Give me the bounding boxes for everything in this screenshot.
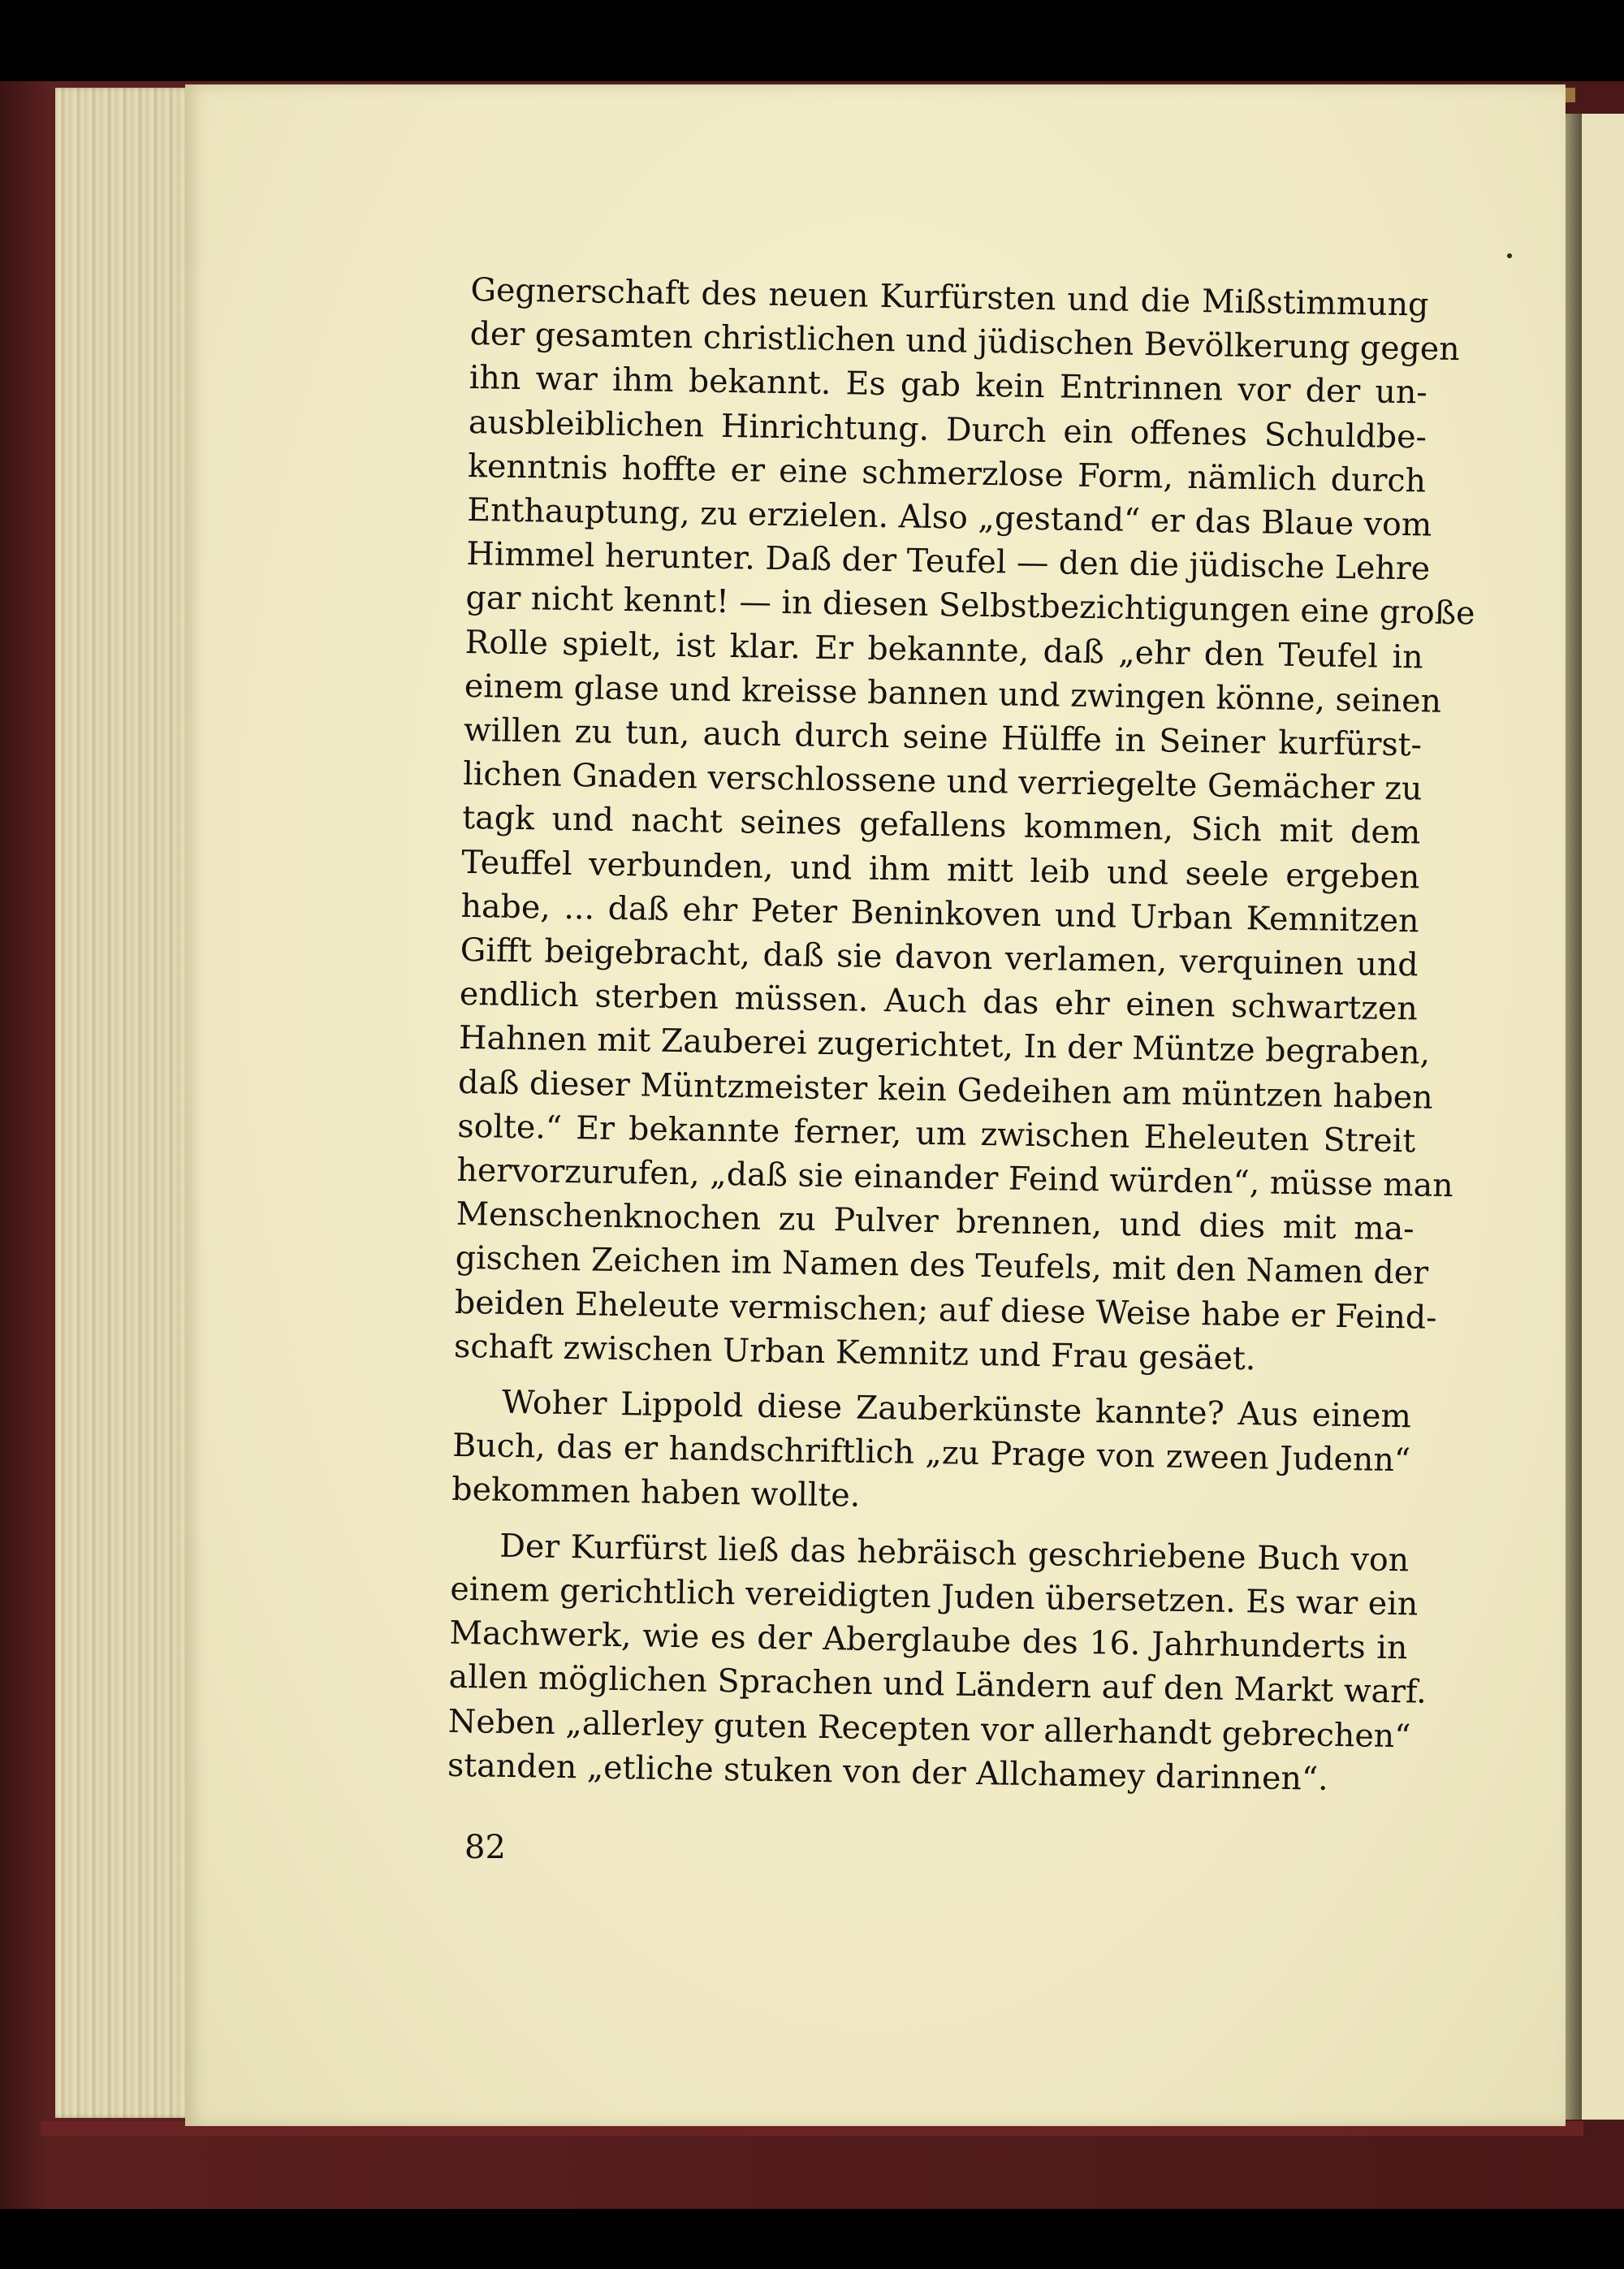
text-line: der gesamten christlichen und jüdischen Bevölkerung gegen bbox=[469, 315, 1460, 369]
text-line: Neben „allerley guten Recepten vor allerhandt gebrechen“ bbox=[447, 1702, 1411, 1755]
facing-page-edge bbox=[1582, 114, 1624, 2120]
text-line: Teuffel verbunden, und ihm mitt leib und seele ergeben bbox=[461, 843, 1420, 897]
text-line: gischen Zeichen im Namen des Teufels, mit den Namen der bbox=[455, 1239, 1429, 1293]
text-line: daß dieser Müntzmeister kein Gedeihen am müntzen haben bbox=[457, 1063, 1434, 1117]
text-line: Rolle spielt, ist klar. Er bekannte, daß „ehr den Teufel in bbox=[464, 623, 1423, 676]
body-text bbox=[447, 268, 1475, 1802]
text-line: Der Kurfürst ließ das hebräisch geschriebene Buch von bbox=[499, 1527, 1410, 1580]
text-line: Woher Lippold diese Zauberkünste kannte? Aus einem bbox=[501, 1383, 1412, 1436]
text-line: standen „etliche stuken von der Allchamey darinnen“. bbox=[447, 1746, 1329, 1798]
text-line: Buch, das er handschriftlich „zu Prage von zween Judenn“ bbox=[451, 1427, 1411, 1480]
paper-speck bbox=[1507, 253, 1512, 258]
text-line: endlich sterben müssen. Auch das ehr einen schwartzen bbox=[459, 975, 1419, 1028]
text-line: hervorzurufen, „daß sie einander Feind würden“, müsse man bbox=[456, 1151, 1454, 1205]
text-line: Himmel herunter. Daß der Teufel — den die jüdische Lehre bbox=[466, 535, 1431, 588]
text-line: Hahnen mit Zauberei zugerichtet, In der Müntze begraben, bbox=[458, 1019, 1431, 1073]
text-line: ausbleiblichen Hinrichtung. Durch ein offenes Schuldbe- bbox=[468, 403, 1427, 456]
text-line: schaft zwischen Urban Kemnitz und Frau gesäet. bbox=[453, 1327, 1256, 1378]
text-line: einem gerichtlich vereidigten Juden übersetzen. Es war ein bbox=[450, 1570, 1419, 1623]
text-line: willen zu tun, auch durch seine Hülffe in Seiner kurfürst- bbox=[463, 711, 1423, 764]
paragraph bbox=[453, 268, 1475, 1383]
text-line: beiden Eheleute vermischen; auf diese Weise habe er Feind- bbox=[454, 1283, 1437, 1337]
text-line: tagk und nacht seines gefallens kommen, Sich mit dem bbox=[461, 799, 1421, 852]
text-line: kenntnis hoffte er eine schmerzlose Form, nämlich durch bbox=[467, 447, 1427, 500]
text-line: allen möglichen Sprachen und Ländern auf den Markt warf. bbox=[448, 1658, 1427, 1711]
text-line: ihn war ihm bekannt. Es gab kein Entrinnen vor der un- bbox=[469, 359, 1428, 412]
text-line: Enthauptung, zu erzielen. Also „gestand“ er das Blaue vom bbox=[466, 491, 1432, 544]
text-line: solte.“ Er bekannte ferner, um zwischen Eheleuten Streit bbox=[457, 1107, 1416, 1160]
text-line: lichen Gnaden verschlossene und verriegelte Gemächer zu bbox=[462, 755, 1423, 808]
text-line: Gifft beigebracht, daß sie davon verlamen, verquinen und bbox=[460, 931, 1419, 984]
paragraph bbox=[447, 1523, 1427, 1802]
text-line: Menschenknochen zu Pulver brennen, und dies mit ma- bbox=[456, 1195, 1415, 1248]
page-gutter bbox=[1566, 114, 1582, 2120]
text-line: einem glase und kreisse bannen und zwingen könne, seinen bbox=[464, 667, 1442, 720]
text-line: habe, ... daß ehr Peter Beninkoven und Urban Kemnitzen bbox=[460, 887, 1419, 940]
paragraph bbox=[451, 1380, 1411, 1527]
page-number: 82 bbox=[464, 1829, 506, 1866]
text-line: gar nicht kennt! — in diesen Selbstbezichtigungen eine große bbox=[465, 579, 1475, 633]
text-line: bekommen haben wollte. bbox=[451, 1471, 861, 1515]
text-line: Gegnerschaft des neuen Kurfürsten und die Mißstimmung bbox=[470, 270, 1429, 324]
text-line: Machwerk, wie es der Aberglaube des 16. Jahrhunderts in bbox=[449, 1614, 1408, 1667]
